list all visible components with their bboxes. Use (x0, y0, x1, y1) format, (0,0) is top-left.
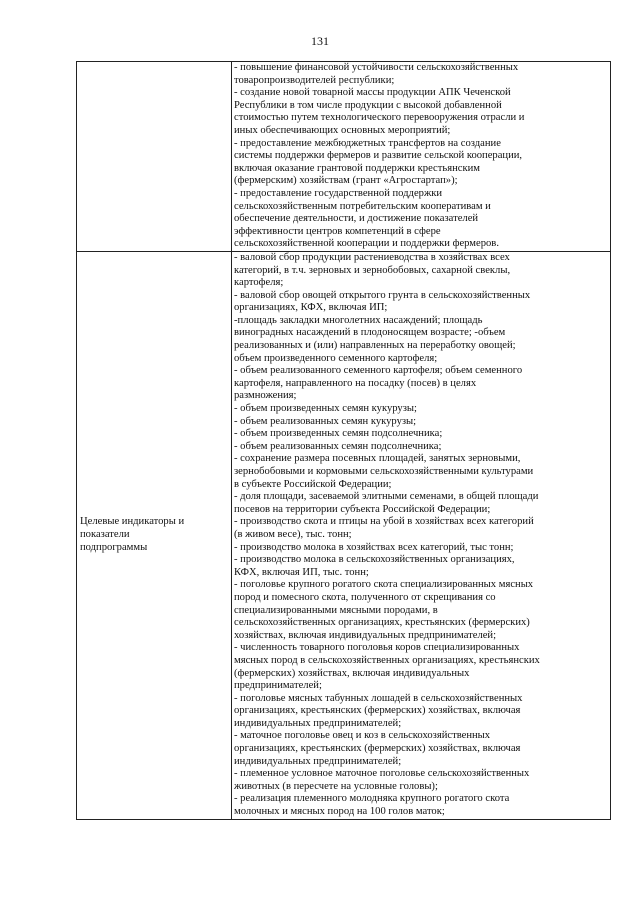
text-line: - предоставление государственной поддержки (234, 187, 443, 199)
text-line: сельскохозяйственной кооперации и поддержки фермеров. (234, 238, 499, 250)
label-line: подпрограммы (80, 541, 148, 553)
text-line: - производство скота и птицы на убой в хозяйствах всех категорий (234, 516, 534, 528)
text-line: - объем произведенных семян кукурузы; (234, 403, 417, 415)
indicators-label-cell (77, 251, 232, 819)
text-line: животных (в пересчете на условные головы); (234, 780, 438, 792)
text-line: -площадь закладки многолетних насаждений; площадь (234, 314, 483, 326)
text-line: реализованных и (или) направленных на переработку овощей; (234, 340, 516, 352)
text-line: сельскохозяйственных организациях, крестьянских (фермерских) (234, 617, 530, 629)
text-line: - численность товарного поголовья коров специализированных (234, 642, 520, 654)
text-line: - поголовье мясных табунных лошадей в сельскохозяйственных (234, 692, 523, 704)
text-line: картофеля; (234, 277, 284, 289)
text-line: специализированными мясными породами, в (234, 604, 438, 616)
text-line: категорий, в т.ч. зерновых и зернобобовых, сахарной свеклы, (234, 264, 511, 276)
text-line: предпринимателей; (234, 680, 322, 692)
text-line: сельскохозяйственным потребительским кооперативам и (234, 200, 491, 212)
text-line: мясных пород в сельскохозяйственных организациях, крестьянских (234, 654, 540, 666)
text-line: товаропроизводителей республики; (234, 74, 395, 86)
text-line: зернобобовыми и кормовыми сельскохозяйственными культурами (234, 466, 534, 477)
text-line: - объем реализованного семенного картофеля; объем семенного (234, 365, 523, 377)
text-line: объем произведенного семенного картофеля; (234, 352, 438, 364)
text-line: - производство молока в хозяйствах всех категорий, тыс тонн; (234, 541, 514, 553)
text-line: - валовой сбор продукции растениеводства в хозяйствах всех (234, 251, 510, 263)
table-row-indicators (77, 251, 611, 819)
text-line: Республики в том числе продукции с высокой добавленной (234, 99, 502, 111)
text-line: пород и помесного скота, полученного от скрещивания со (234, 591, 496, 603)
indicators-label (80, 516, 231, 554)
text-line: эффективности центров компетенций в сфере (234, 225, 441, 237)
text-line: виноградных насаждений в плодоносящем возрасте; -объем (234, 327, 506, 339)
text-line: системы поддержки фермеров и развитие сельской кооперации, (234, 150, 523, 162)
text-line: - сохранение размера посевных площадей, занятых зерновыми, (234, 453, 521, 465)
text-line: посевов на территории субъекта Российской Федерации; (234, 503, 491, 515)
text-line: (фермерских) хозяйствах, включая индивидуальных (234, 667, 470, 679)
text-line: - производство молока в сельскохозяйственных организациях, (234, 554, 515, 566)
text-line: картофеля, направленного на посадку (посев) в целях (234, 377, 477, 389)
text-line: молочных и мясных пород на 100 голов маток; (234, 806, 445, 818)
text-line: (фермерским) хозяйствам (грант «Агростартап»); (234, 175, 458, 187)
text-line: организациях, КФХ, включая ИП; (234, 302, 388, 314)
text-line: - предоставление межбюджетных трансфертов на создание (234, 137, 501, 149)
text-line: индивидуальных предпринимателей; (234, 717, 402, 729)
text-line: (в живом весе), тыс. тонн; (234, 528, 352, 540)
label-line: Целевые индикаторы и (80, 516, 185, 528)
label-line: показатели (80, 528, 130, 540)
row-label-cell-empty (77, 62, 232, 252)
page-number: 131 (311, 34, 329, 48)
text-line: в субъекте Российской Федерации; (234, 478, 392, 490)
text-line: - объем реализованных семян подсолнечника; (234, 440, 442, 452)
indicators-text-cell (232, 251, 611, 819)
table-row-objectives (77, 62, 611, 252)
text-line: размножения; (234, 390, 297, 402)
text-line: - объем реализованных семян кукурузы; (234, 415, 417, 427)
text-line: - валовой сбор овощей открытого грунта в сельскохозяйственных (234, 289, 531, 301)
text-line: обеспечение деятельности, и достижение показателей (234, 213, 479, 225)
objectives-text-cell (232, 62, 611, 252)
text-line: - реализация племенного молодняка крупного рогатого скота (234, 793, 510, 805)
text-line: - создание новой товарной массы продукции АПК Чеченской (234, 87, 511, 99)
objectives-text (232, 62, 610, 251)
text-line: - маточное поголовье овец и коз в сельскохозяйственных (234, 730, 491, 742)
text-line: - повышение финансовой устойчивости сельскохозяйственных (234, 62, 519, 73)
text-line: - племенное условное маточное поголовье сельскохозяйственных (234, 768, 530, 780)
text-line: иных обеспечивающих основных мероприятий; (234, 124, 451, 136)
text-line: - поголовье крупного рогатого скота специализированных мясных (234, 579, 534, 591)
text-line: организациях, крестьянских (фермерских) хозяйствах, включая (234, 743, 521, 755)
text-line: включая оказание грантовой поддержки крестьянским (234, 162, 480, 174)
text-line: организациях, крестьянских (фермерских) хозяйствах, включая (234, 705, 521, 717)
text-line: - объем произведенных семян подсолнечника; (234, 428, 443, 440)
text-line: - доля площади, засеваемой элитными семенами, в общей площади (234, 491, 539, 503)
text-line: КФХ, включая ИП, тыс. тонн; (234, 566, 369, 578)
text-line: индивидуальных предпринимателей; (234, 755, 402, 767)
text-line: хозяйствах, включая индивидуальных предпринимателей; (234, 629, 497, 641)
indicators-text (232, 252, 610, 819)
subprogram-table (76, 61, 611, 820)
text-line: стоимостью путем технологического перевооружения отрасли и (234, 112, 525, 124)
